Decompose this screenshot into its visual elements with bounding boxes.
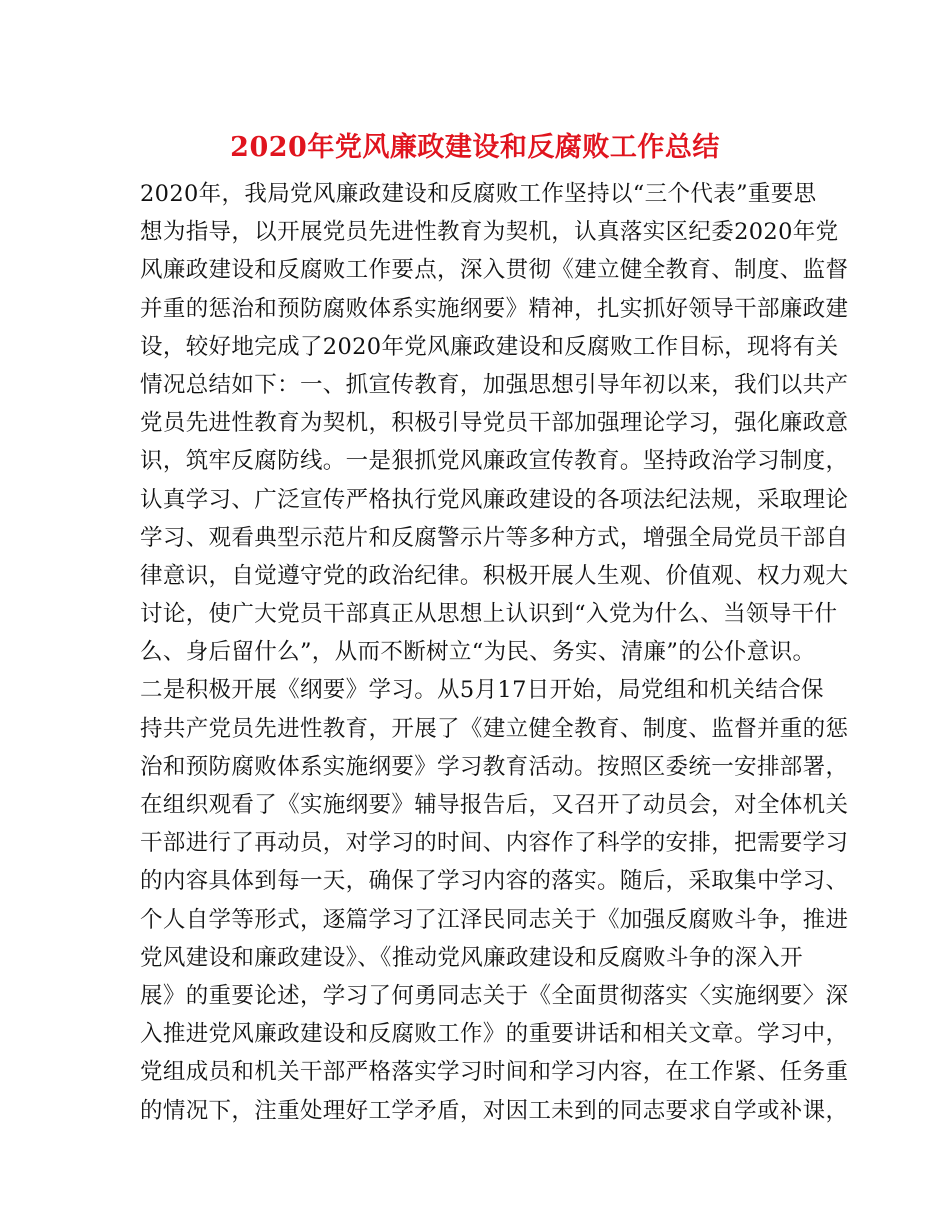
body-line: 识，筑牢反腐防线。一是狠抓党风廉政宣传教育。坚持政治学习制度， [140,448,849,475]
body-line: 展》的重要论述，学习了何勇同志关于《全面贯彻落实〈实施纲要〉深 [140,982,849,1009]
body-line: 讨论，使广大党员干部真正从思想上认识到“入党为什么、当领导干什 [140,601,838,628]
body-line: 律意识，自觉遵守党的政治纪律。积极开展人生观、价值观、权力观大 [140,562,849,589]
body-line: 在组织观看了《实施纲要》辅导报告后，又召开了动员会，对全体机关 [140,792,849,818]
body-line: 党组成员和机关干部严格落实学习时间和学习内容，在工作紧、任务重 [140,1059,849,1086]
document-title: 2020年党风廉政建设和反腐败工作总结 [230,132,720,163]
body-line: 党员先进性教育为契机，积极引导党员干部加强理论学习，强化廉政意 [140,410,849,437]
body-line: 风廉政建设和反腐败工作要点，深入贯彻《建立健全教育、制度、监督 [140,257,849,284]
body-line: 么、身后留什么”，从而不断树立“为民、务实、清廉”的公仆意识。 [140,639,816,666]
body-line: 2020年，我局党风廉政建设和反腐败工作坚持以“三个代表”重要思 [140,181,817,207]
document-body [140,175,849,1130]
body-line: 治和预防腐败体系实施纲要》学习教育活动。按照区委统一安排部署， [140,753,849,780]
body-line: 的内容具体到每一天，确保了学习内容的落实。随后，采取集中学习、 [140,868,849,895]
body-line: 的情况下，注重处理好工学矛盾，对因工未到的同志要求自学或补课， [140,1097,849,1124]
body-line: 学习、观看典型示范片和反腐警示片等多种方式，增强全局党员干部自 [140,524,849,551]
body-line: 党风建设和廉政建设》、《推动党风廉政建设和反腐败斗争的深入开 [140,944,804,971]
body-line: 并重的惩治和预防腐败体系实施纲要》精神，扎实抓好领导干部廉政建 [140,295,849,322]
body-line: 设，较好地完成了2020年党风廉政建设和反腐败工作目标，现将有关 [140,333,839,360]
body-line: 个人自学等形式，逐篇学习了江泽民同志关于《加强反腐败斗争，推进 [140,906,849,933]
body-line: 认真学习、广泛宣传严格执行党风廉政建设的各项法纪法规，采取理论 [140,486,849,513]
body-line: 想为指导，以开展党员先进性教育为契机，认真落实区纪委2020年党 [140,219,839,246]
body-line: 二是积极开展《纲要》学习。从5月17日开始，局党组和机关结合保 [140,677,824,704]
body-line: 入推进党风廉政建设和反腐败工作》的重要讲话和相关文章。学习中， [140,1021,849,1048]
body-line: 情况总结如下：一、抓宣传教育，加强思想引导年初以来，我们以共产 [140,371,849,398]
body-line: 持共产党员先进性教育，开展了《建立健全教育、制度、监督并重的惩 [140,715,849,742]
body-line: 干部进行了再动员，对学习的时间、内容作了科学的安排，把需要学习 [140,830,849,857]
